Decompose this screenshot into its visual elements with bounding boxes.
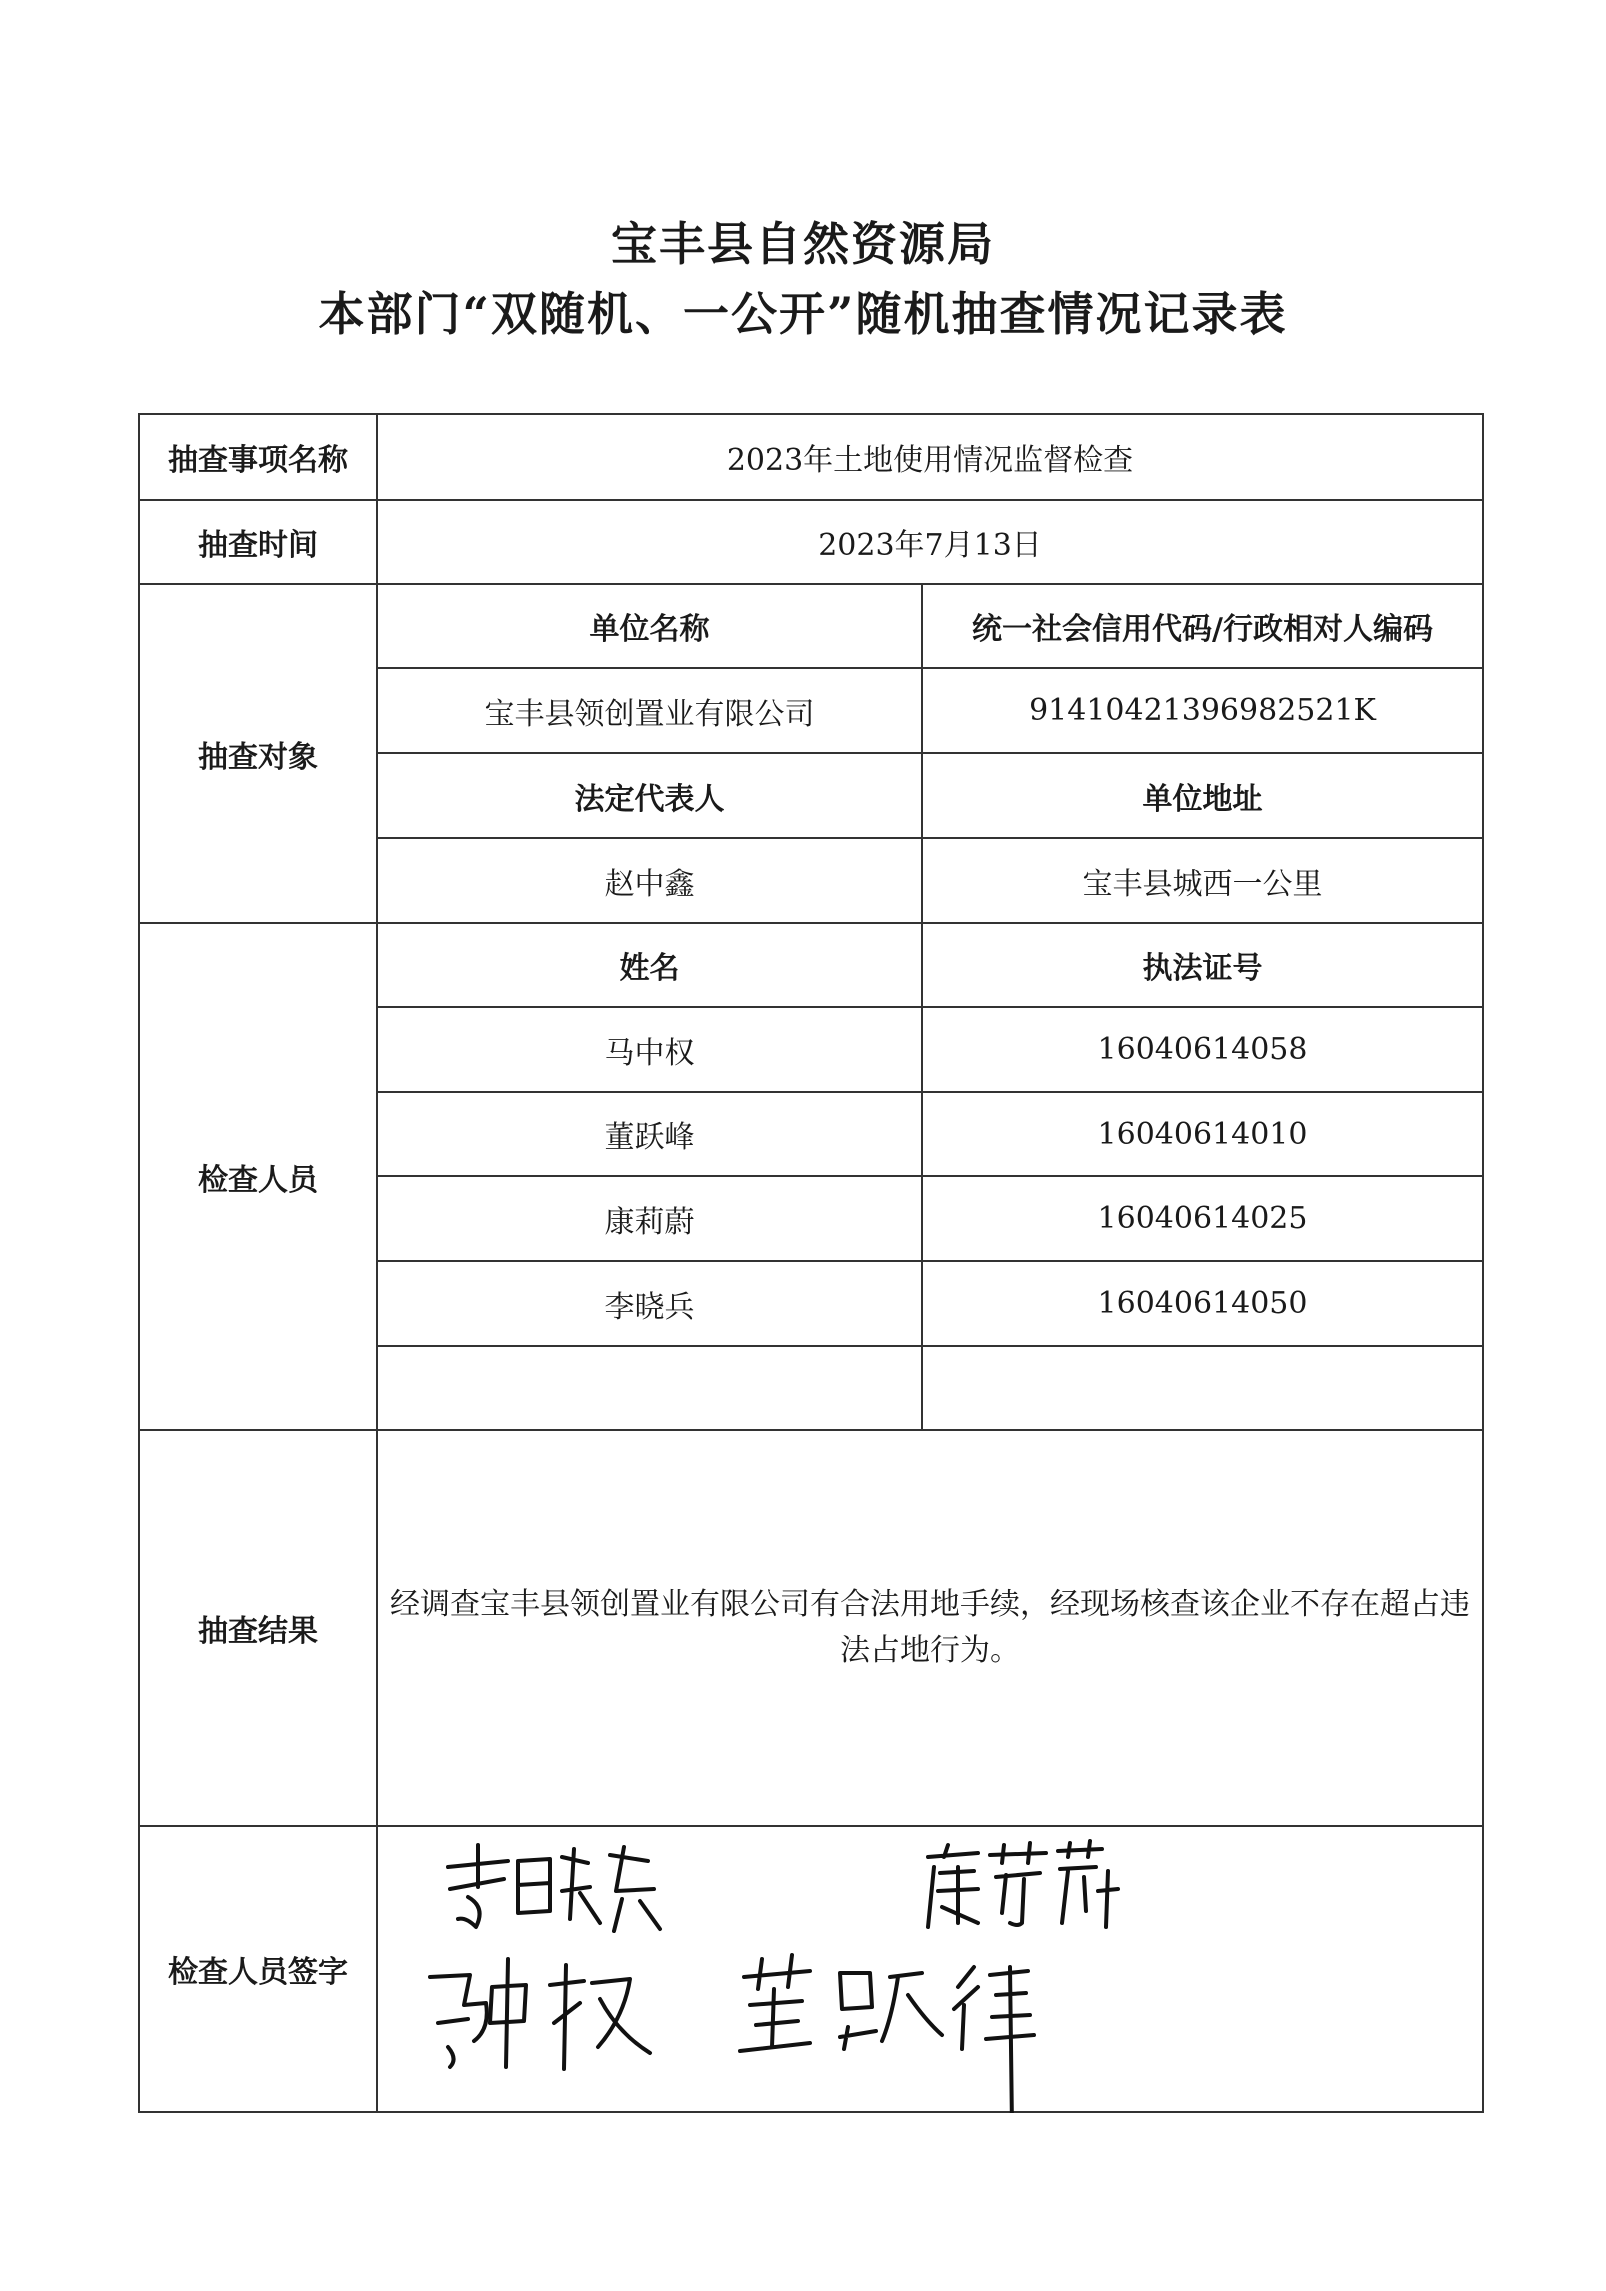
inspector-name: 康莉蔚 — [377, 1176, 922, 1261]
row-item — [139, 414, 1483, 500]
signature-dong — [740, 1955, 1034, 2113]
empty-cell — [377, 1346, 922, 1430]
row-time — [139, 500, 1483, 584]
item-label: 抽查事项名称 — [139, 414, 377, 500]
signatures-drawing — [378, 1827, 1484, 2113]
inspector-name: 李晓兵 — [377, 1261, 922, 1346]
inspector-cert: 16040614050 — [922, 1261, 1483, 1346]
page-subtitle: 本部门“双随机、一公开”随机抽查情况记录表 — [318, 287, 1288, 341]
inspection-record-table — [138, 413, 1484, 2113]
name-header: 姓名 — [377, 923, 922, 1007]
inspector-cert: 16040614058 — [922, 1007, 1483, 1092]
legal-rep: 赵中鑫 — [377, 838, 922, 923]
credit-code: 91410421396982521K — [922, 668, 1483, 753]
empty-cell — [922, 1346, 1483, 1430]
legal-rep-header: 法定代表人 — [377, 753, 922, 838]
signature-label: 检查人员签字 — [139, 1826, 377, 2112]
item-value: 2023年土地使用情况监督检查 — [377, 414, 1483, 500]
credit-code-header: 统一社会信用代码/行政相对人编码 — [922, 584, 1483, 668]
inspector-cert: 16040614010 — [922, 1092, 1483, 1176]
time-value: 2023年7月13日 — [377, 500, 1483, 584]
result-label: 抽查结果 — [139, 1430, 377, 1826]
time-label: 抽查时间 — [139, 500, 377, 584]
object-label: 抽查对象 — [139, 584, 377, 923]
page-title: 宝丰县自然资源局 — [611, 217, 995, 271]
row-inspectors-header — [139, 923, 1483, 1007]
signature-kang — [928, 1841, 1118, 1927]
inspector-cert: 16040614025 — [922, 1176, 1483, 1261]
inspector-name: 董跃峰 — [377, 1092, 922, 1176]
row-result — [139, 1430, 1483, 1826]
result-text: 经调查宝丰县领创置业有限公司有合法用地手续，经现场核查该企业不存在超占违法占地行为。 — [377, 1430, 1483, 1826]
row-object-header — [139, 584, 1483, 668]
unit-name: 宝丰县领创置业有限公司 — [377, 668, 922, 753]
signature-area — [377, 1826, 1483, 2112]
inspectors-label: 检查人员 — [139, 923, 377, 1430]
inspector-name: 马中权 — [377, 1007, 922, 1092]
cert-header: 执法证号 — [922, 923, 1483, 1007]
signature-li — [448, 1845, 660, 1931]
address-header: 单位地址 — [922, 753, 1483, 838]
row-signatures — [139, 1826, 1483, 2112]
unit-name-header: 单位名称 — [377, 584, 922, 668]
address: 宝丰县城西一公里 — [922, 838, 1483, 923]
signature-ma — [430, 1959, 650, 2069]
